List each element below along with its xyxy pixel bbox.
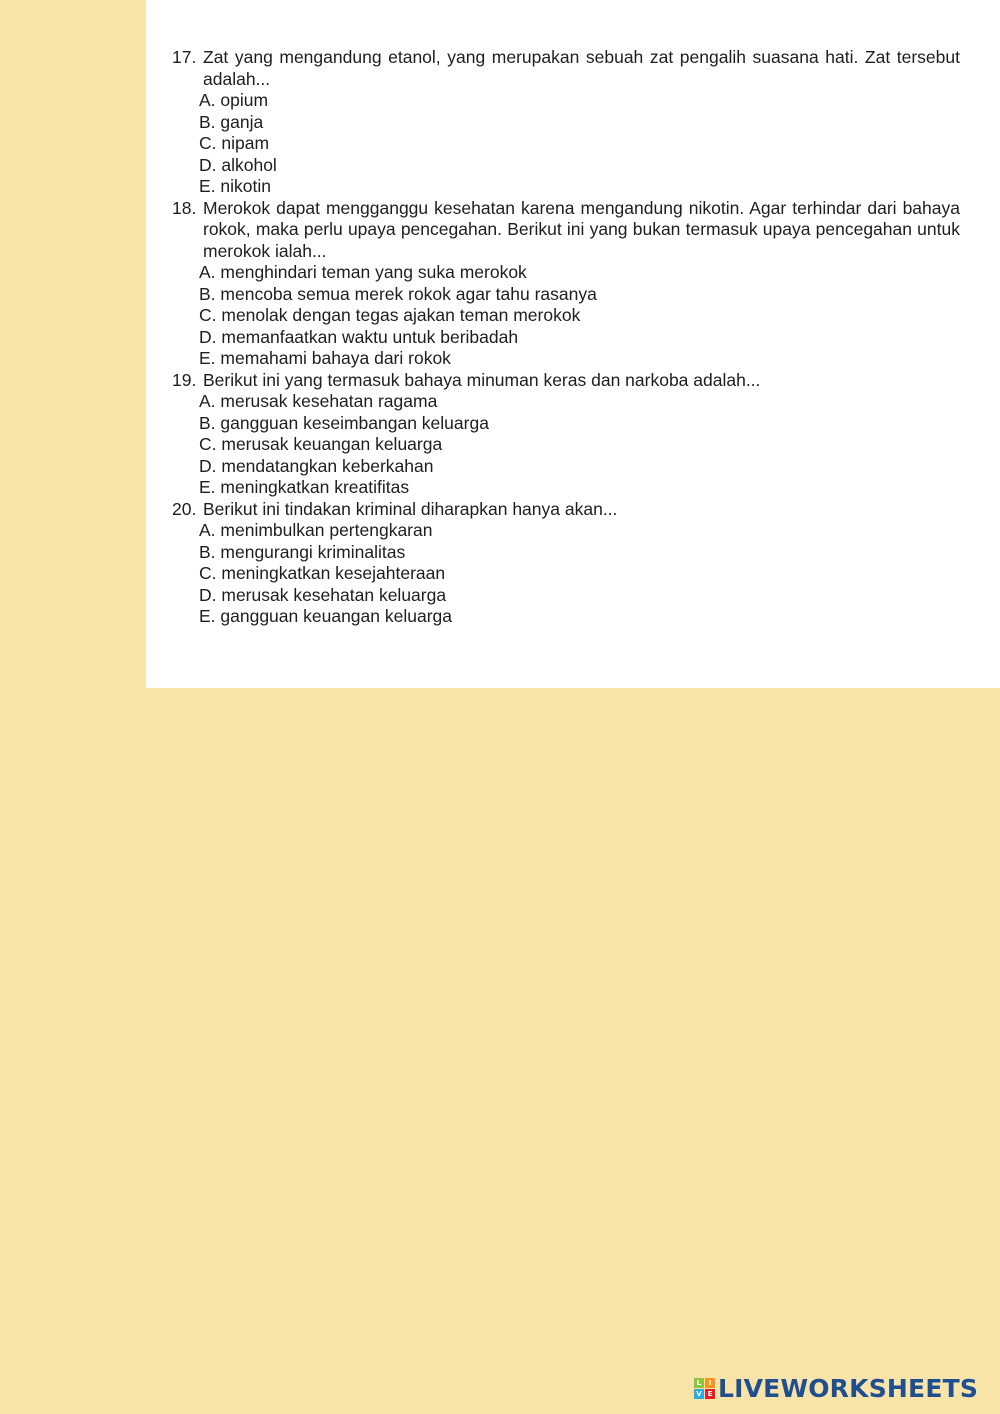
option-a: A. menimbulkan pertengkaran	[199, 520, 433, 540]
answer-options	[172, 90, 960, 198]
logo-mark-v: V	[694, 1389, 704, 1399]
option-a: A. menghindari teman yang suka merokok	[199, 262, 527, 282]
question-18	[172, 198, 960, 370]
option-c: C. menolak dengan tegas ajakan teman merokok	[199, 305, 581, 325]
brand-name: LIVEWORKSHEETS	[718, 1374, 979, 1403]
option-c: C. nipam	[199, 133, 270, 153]
option-c: C. merusak keuangan keluarga	[199, 434, 443, 454]
question-text: Berikut ini tindakan kriminal diharapkan hanya akan...	[203, 498, 618, 519]
logo-mark-i: I	[705, 1378, 715, 1388]
question-list	[172, 47, 960, 628]
option-e: E. gangguan keuangan keluarga	[199, 606, 452, 626]
question-19	[172, 370, 960, 499]
option-c: C. meningkatkan kesejahteraan	[199, 563, 446, 583]
question-17	[172, 47, 960, 198]
logo-mark-e: E	[705, 1389, 715, 1399]
option-d: D. mendatangkan keberkahan	[199, 455, 434, 476]
option-e: E. memahami bahaya dari rokok	[199, 348, 451, 368]
option-d: D. merusak kesehatan keluarga	[199, 584, 447, 605]
option-b: B. mengurangi kriminalitas	[199, 541, 406, 562]
question-number: 17.	[172, 47, 197, 67]
answer-options	[172, 391, 960, 499]
logo-mark-icon	[694, 1378, 715, 1399]
answer-options	[172, 520, 960, 628]
option-b: B. mencoba semua merek rokok agar tahu rasanya	[199, 283, 597, 304]
option-b: B. ganja	[199, 111, 264, 132]
question-stem	[172, 198, 960, 263]
logo-mark-l: L	[694, 1378, 704, 1388]
question-20	[172, 499, 960, 628]
question-number: 20.	[172, 498, 197, 519]
question-number: 18.	[172, 197, 197, 218]
question-number: 19.	[172, 369, 197, 390]
option-d: D. memanfaatkan waktu untuk beribadah	[199, 326, 519, 347]
option-b: B. gangguan keseimbangan keluarga	[199, 412, 489, 433]
question-stem	[172, 499, 960, 521]
answer-options	[172, 262, 960, 370]
question-stem	[172, 370, 960, 392]
option-e: E. nikotin	[199, 176, 271, 196]
question-stem	[172, 47, 960, 90]
option-e: E. meningkatkan kreatifitas	[199, 477, 410, 497]
option-a: A. merusak kesehatan ragama	[199, 391, 438, 411]
question-text: Berikut ini yang termasuk bahaya minuman keras dan narkoba adalah...	[203, 369, 761, 390]
question-text: Merokok dapat mengganggu kesehatan karena mengandung nikotin. Agar terhindar dari bahaya rokok, maka perlu upaya pencegahan. Berikut ini yang bukan termasuk upaya pencegahan untuk merokok ialah...	[203, 197, 960, 261]
liveworksheets-logo	[694, 1374, 978, 1403]
option-d: D. alkohol	[199, 154, 277, 175]
question-text: Zat yang mengandung etanol, yang merupakan sebuah zat pengalih suasana hati. Zat tersebut adalah...	[203, 47, 960, 89]
option-a: A. opium	[199, 90, 269, 110]
